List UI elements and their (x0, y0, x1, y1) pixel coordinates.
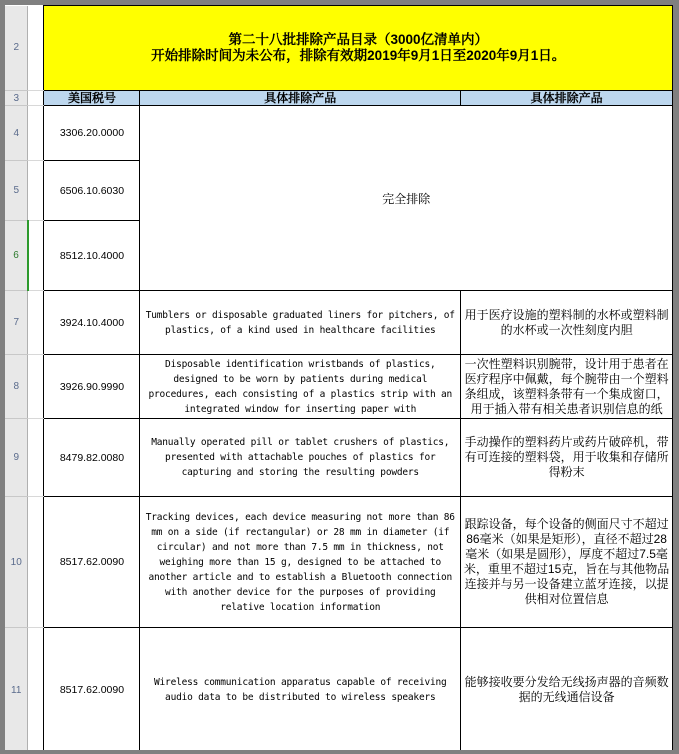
product-en-cell[interactable]: Manually operated pill or tablet crushers of plastics, presented with attachable pouches of plastics for capturing and storing the resulting powders (140, 419, 461, 497)
product-en-cell[interactable]: Tumblers or disposable graduated liners for pitchers, of plastics, of a kind used in healthcare facilities (140, 291, 461, 355)
exclusion-table (5, 5, 673, 750)
row-header[interactable]: 3 (5, 91, 28, 106)
cell[interactable] (28, 419, 44, 497)
header-product-zh[interactable]: 具体排除产品 (461, 91, 673, 106)
row-header[interactable]: 5 (5, 161, 28, 221)
product-zh-cell[interactable]: 跟踪设备，每个设备的侧面尺寸不超过86毫米（如果是矩形），直径不超过28毫米（如果是圆形），厚度不超过7.5毫米，重里不超过15克，旨在与其他物品连接并与另一设备建立蓝牙连接，以提供相对位置信息 (461, 497, 673, 628)
row-header[interactable]: 6 (5, 221, 28, 291)
code-cell[interactable]: 3926.90.9990 (44, 355, 140, 419)
row-header[interactable]: 4 (5, 106, 28, 161)
row-header[interactable]: 11 (5, 628, 28, 751)
code-cell[interactable]: 3924.10.4000 (44, 291, 140, 355)
header-code[interactable]: 美国税号 (44, 91, 140, 106)
cell[interactable] (28, 91, 44, 106)
product-zh-cell[interactable]: 能够接收要分发给无线扬声器的音频数据的无线通信设备 (461, 628, 673, 751)
cell[interactable] (28, 291, 44, 355)
cell[interactable] (28, 221, 44, 291)
cell[interactable] (28, 355, 44, 419)
spreadsheet (5, 5, 673, 750)
title-line-2: 开始排除时间为未公布，排除有效期2019年9月1日至2020年9月1日。 (151, 48, 566, 63)
row-header[interactable]: 7 (5, 291, 28, 355)
product-en-cell[interactable]: Wireless communication apparatus capable of receiving audio data to be distributed to wireless speakers (140, 628, 461, 751)
code-cell[interactable]: 8479.82.0080 (44, 419, 140, 497)
product-en-cell[interactable]: Disposable identification wristbands of plastics, designed to be worn by patients during medical procedures, each consisting of a plastics strip with an integrated window for inserting paper with (140, 355, 461, 419)
cell[interactable] (28, 106, 44, 161)
title-line-1: 第二十八批排除产品目录（3000亿清单内） (228, 32, 488, 47)
row-header[interactable]: 10 (5, 497, 28, 628)
product-en-cell[interactable]: Tracking devices, each device measuring not more than 86 mm on a side (if rectangular) or 28 mm in diameter (if circular) and not more than 7.5 mm in thickness, not weighing more than 15 g, designed to be attached to another article and to establish a Bluetooth connection with another device for the purposes of providing relative location information (140, 497, 461, 628)
code-cell[interactable]: 6506.10.6030 (44, 161, 140, 221)
cell[interactable] (28, 6, 44, 91)
full-exclusion-cell[interactable]: 完全排除 (140, 106, 673, 291)
code-cell[interactable]: 3306.20.0000 (44, 106, 140, 161)
product-zh-cell[interactable]: 一次性塑料识别腕带，设计用于患者在医疗程序中佩戴，每个腕带由一个塑料条组成，该塑料条带有一个集成窗口，用于插入带有相关患者识别信息的纸 (461, 355, 673, 419)
title-cell[interactable] (44, 6, 673, 91)
cell[interactable] (28, 161, 44, 221)
row-header[interactable]: 2 (5, 6, 28, 91)
code-cell[interactable]: 8517.62.0090 (44, 497, 140, 628)
product-zh-cell[interactable]: 手动操作的塑料药片或药片破碎机，带有可连接的塑料袋，用于收集和存储所得粉末 (461, 419, 673, 497)
cell[interactable] (28, 628, 44, 751)
row-header[interactable]: 8 (5, 355, 28, 419)
row-header[interactable]: 9 (5, 419, 28, 497)
code-cell[interactable]: 8512.10.4000 (44, 221, 140, 291)
header-product-en[interactable]: 具体排除产品 (140, 91, 461, 106)
cell[interactable] (28, 497, 44, 628)
product-zh-cell[interactable]: 用于医疗设施的塑料制的水杯或塑料制的水杯或一次性刻度内胆 (461, 291, 673, 355)
code-cell[interactable]: 8517.62.0090 (44, 628, 140, 751)
